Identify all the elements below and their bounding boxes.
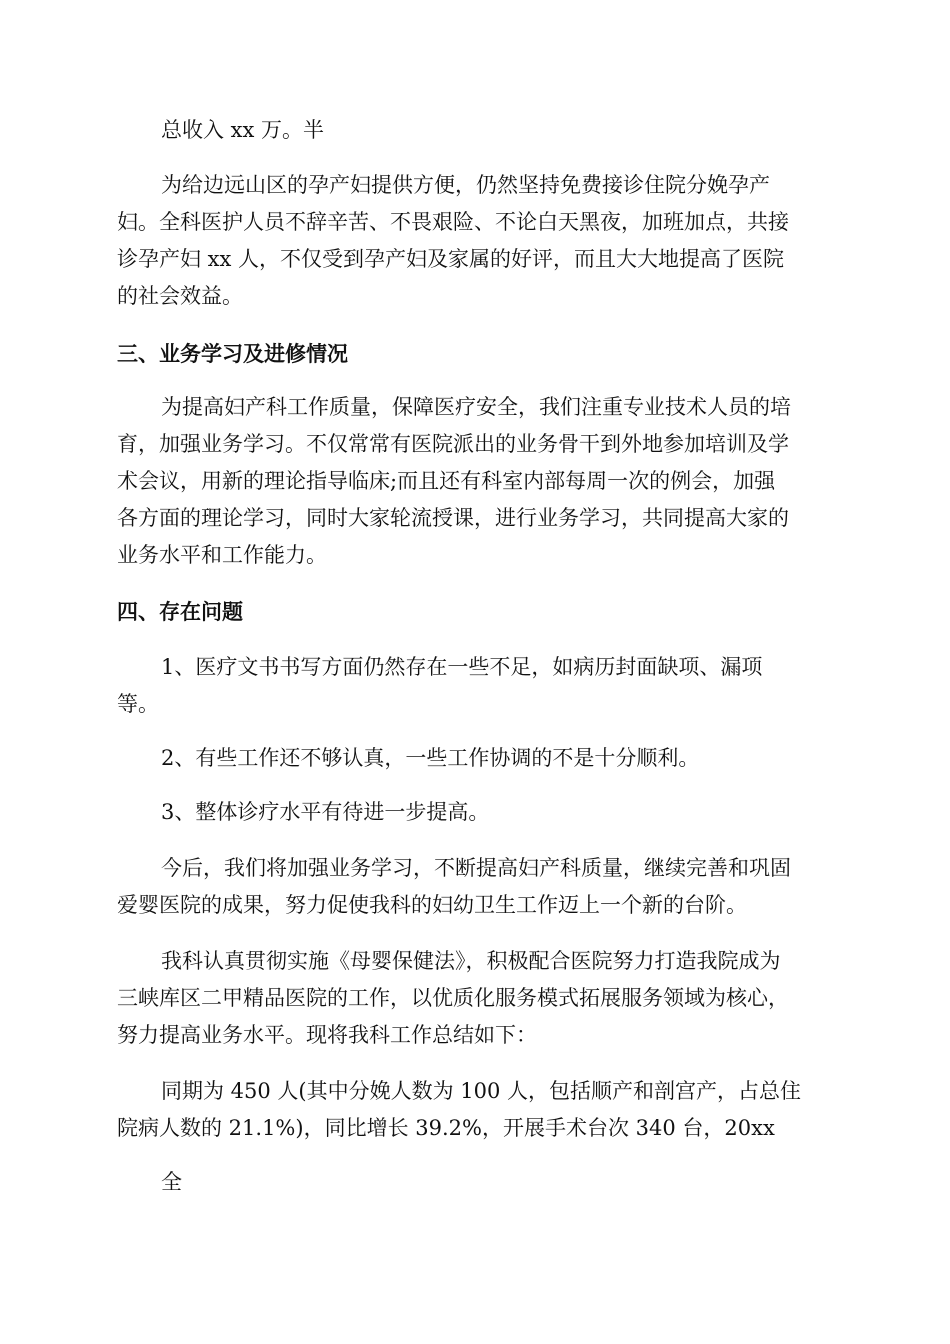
paragraph-fragment bbox=[117, 1164, 835, 1201]
text-line: 为提高妇产科工作质量，保障医疗安全，我们注重专业技术人员的培 bbox=[161, 395, 791, 419]
paragraph-free-delivery bbox=[117, 167, 835, 315]
text-line: 努力提高业务水平。现将我科工作总结如下： bbox=[117, 1023, 537, 1047]
text-line: 的社会效益。 bbox=[117, 284, 243, 308]
text-line: 今后，我们将加强业务学习，不断提高妇产科质量，继续完善和巩固 bbox=[161, 856, 791, 880]
text-line: 同期为 450 人(其中分娩人数为 100 人，包括顺产和剖宫产，占总住 bbox=[161, 1079, 802, 1103]
text-line: 3、整体诊疗水平有待进一步提高。 bbox=[161, 800, 490, 824]
text-line: 2、有些工作还不够认真，一些工作协调的不是十分顺利。 bbox=[161, 746, 700, 770]
text-line: 三峡库区二甲精品医院的工作，以优质化服务模式拓展服务领域为核心， bbox=[117, 986, 789, 1010]
text-line: 育，加强业务学习。不仅常常有医院派出的业务骨干到外地参加培训及学 bbox=[117, 432, 789, 456]
text-line: 我科认真贯彻实施《母婴保健法》，积极配合医院努力打造我院成为 bbox=[161, 949, 781, 973]
paragraph-summary-intro bbox=[117, 943, 835, 1054]
text-line: 妇。全科医护人员不辞辛苦、不畏艰险、不论白天黑夜，加班加点，共接 bbox=[117, 210, 789, 234]
text-line: 业务水平和工作能力。 bbox=[117, 543, 327, 567]
text-line: 院病人数的 21.1%)，同比增长 39.2%，开展手术台次 340 台，20xx bbox=[117, 1116, 775, 1140]
text-line: 为给边远山区的孕产妇提供方便，仍然坚持免费接诊住院分娩孕产 bbox=[161, 173, 770, 197]
paragraph-statistics bbox=[117, 1073, 835, 1147]
text-line: 爱婴医院的成果，努力促使我科的妇幼卫生工作迈上一个新的台阶。 bbox=[117, 893, 747, 917]
section-heading-problems: 四、存在问题 bbox=[117, 600, 243, 624]
text-line: 总收入 xx 万。半 bbox=[161, 118, 325, 142]
paragraph-future bbox=[117, 850, 835, 924]
text-line: 1、医疗文书书写方面仍然存在一些不足，如病历封面缺项、漏项 bbox=[161, 655, 763, 679]
text-line: 等。 bbox=[117, 692, 159, 716]
paragraph-study bbox=[117, 389, 835, 574]
text-line: 全 bbox=[161, 1170, 182, 1194]
paragraph-income bbox=[117, 112, 835, 149]
problem-item-3 bbox=[117, 794, 835, 831]
section-heading-study: 三、业务学习及进修情况 bbox=[117, 342, 348, 366]
text-line: 诊孕产妇 xx 人，不仅受到孕产妇及家属的好评，而且大大地提高了医院 bbox=[117, 247, 785, 271]
problem-item-2 bbox=[117, 740, 835, 777]
text-line: 各方面的理论学习，同时大家轮流授课，进行业务学习，共同提高大家的 bbox=[117, 506, 789, 530]
problem-item-1 bbox=[117, 649, 835, 723]
text-line: 术会议，用新的理论指导临床;而且还有科室内部每周一次的例会，加强 bbox=[117, 469, 776, 493]
